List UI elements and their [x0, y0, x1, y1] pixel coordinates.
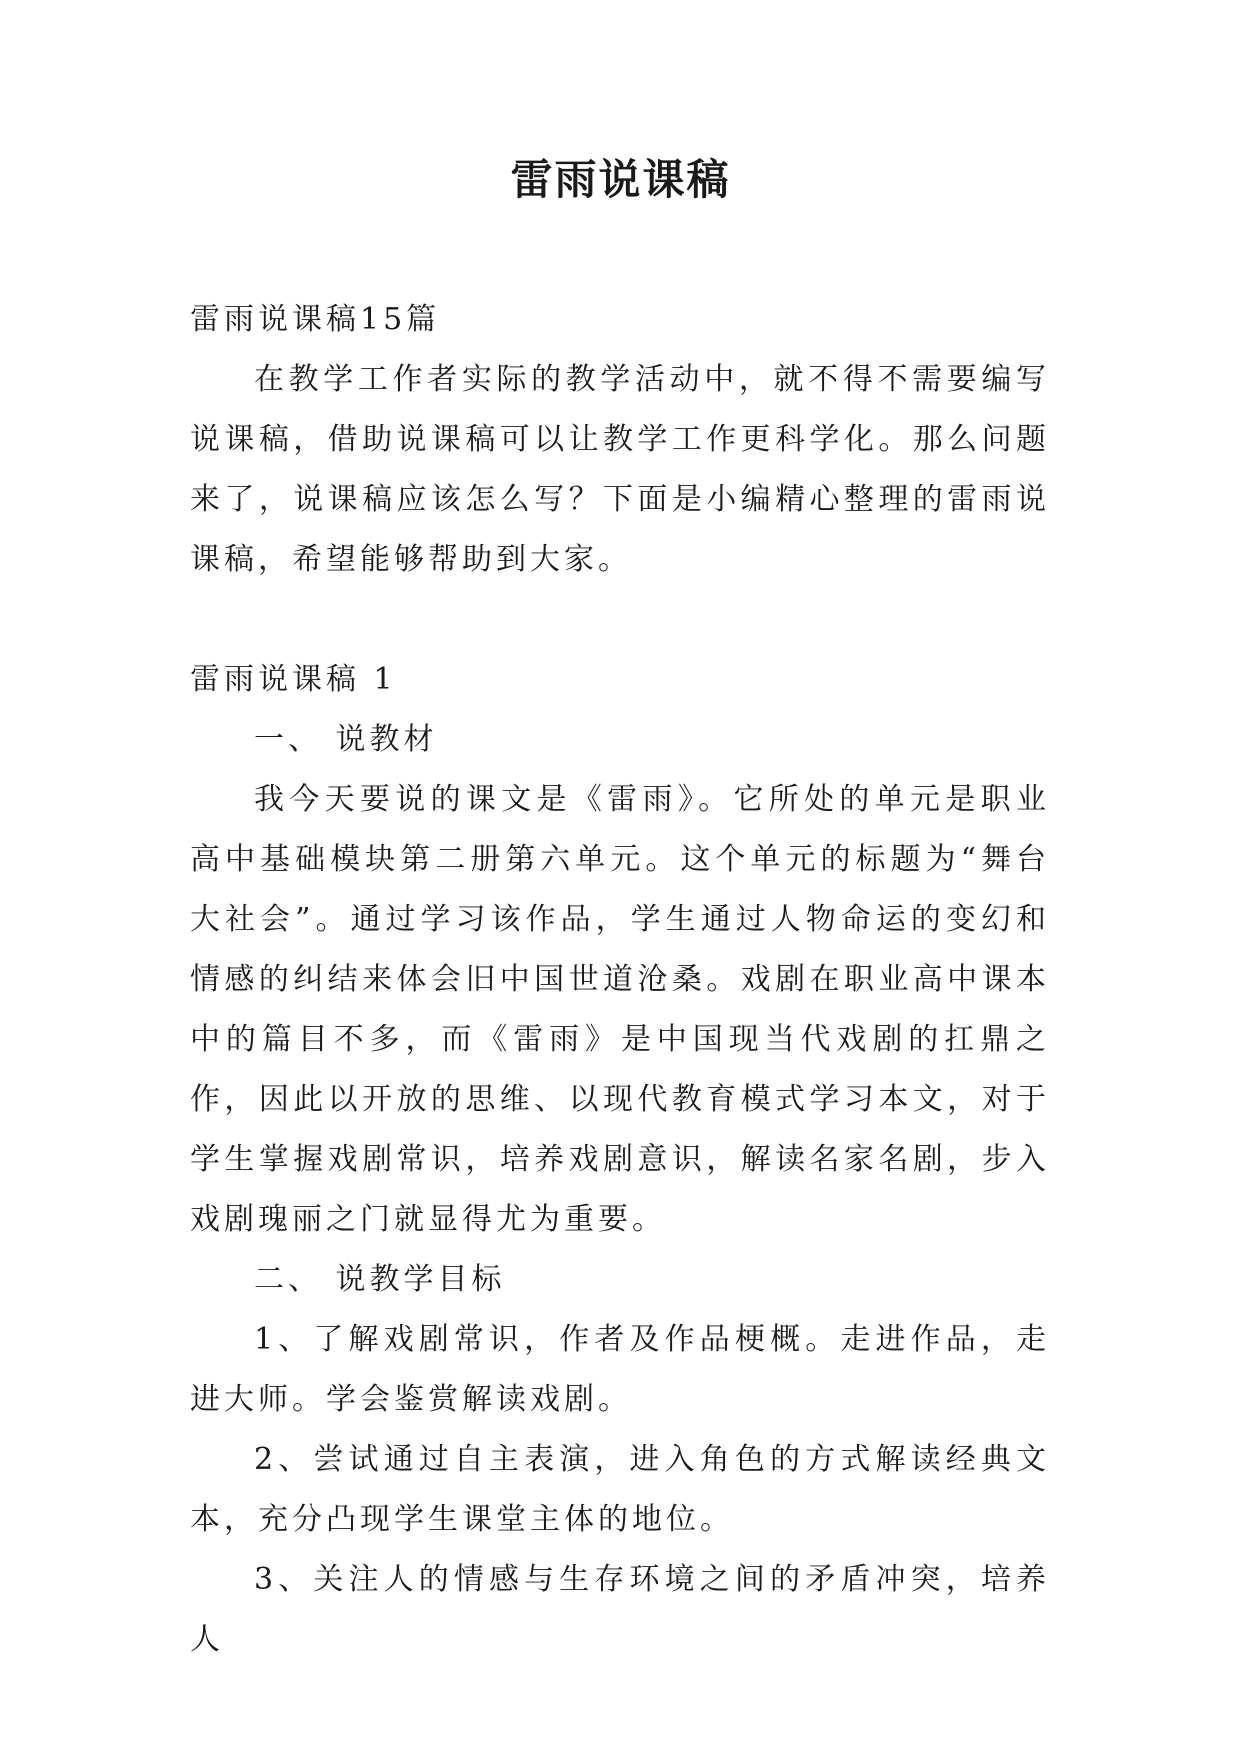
- heading-materials: 一、 说教材: [254, 722, 438, 757]
- document-body: [190, 290, 1050, 1670]
- materials-paragraph: 我今天要说的课文是《雷雨》。它所处的单元是职业高中基础模块第二册第六单元。这个单元的标题为“舞台大社会”。通过学习该作品，学生通过人物命运的变幻和情感的纠结来体会旧中国世道沧桑。戏剧在职业高中课本中的篇目不多，而《雷雨》是中国现当代戏剧的扛鼎之作，因此以开放的思维、以现代教育模式学习本文，对于学生掌握戏剧常识，培养戏剧意识，解读名家名剧，步入戏剧瑰丽之门就显得尤为重要。: [190, 782, 1050, 1237]
- paragraph-spacer: [190, 590, 1050, 650]
- heading-objectives: 二、 说教学目标: [254, 1262, 506, 1297]
- objective-item-2: 2、尝试通过自主表演，进入角色的方式解读经典文本，充分凸现学生课堂主体的地位。: [190, 1442, 1050, 1537]
- objective-item-3: 3、关注人的情感与生存环境之间的矛盾冲突，培养人: [190, 1562, 1050, 1657]
- document-subtitle: 雷雨说课稿15篇: [190, 302, 441, 337]
- intro-paragraph: 在教学工作者实际的教学活动中，就不得不需要编写说课稿，借助说课稿可以让教学工作更科学化。那么问题来了，说课稿应该怎么写？下面是小编精心整理的雷雨说课稿，希望能够帮助到大家。: [190, 362, 1050, 577]
- objective-item-1: 1、了解戏剧常识，作者及作品梗概。走进作品，走进大师。学会鉴赏解读戏剧。: [190, 1322, 1050, 1417]
- section-heading: 雷雨说课稿 1: [190, 662, 397, 697]
- document-title: 雷雨说课稿: [510, 155, 731, 204]
